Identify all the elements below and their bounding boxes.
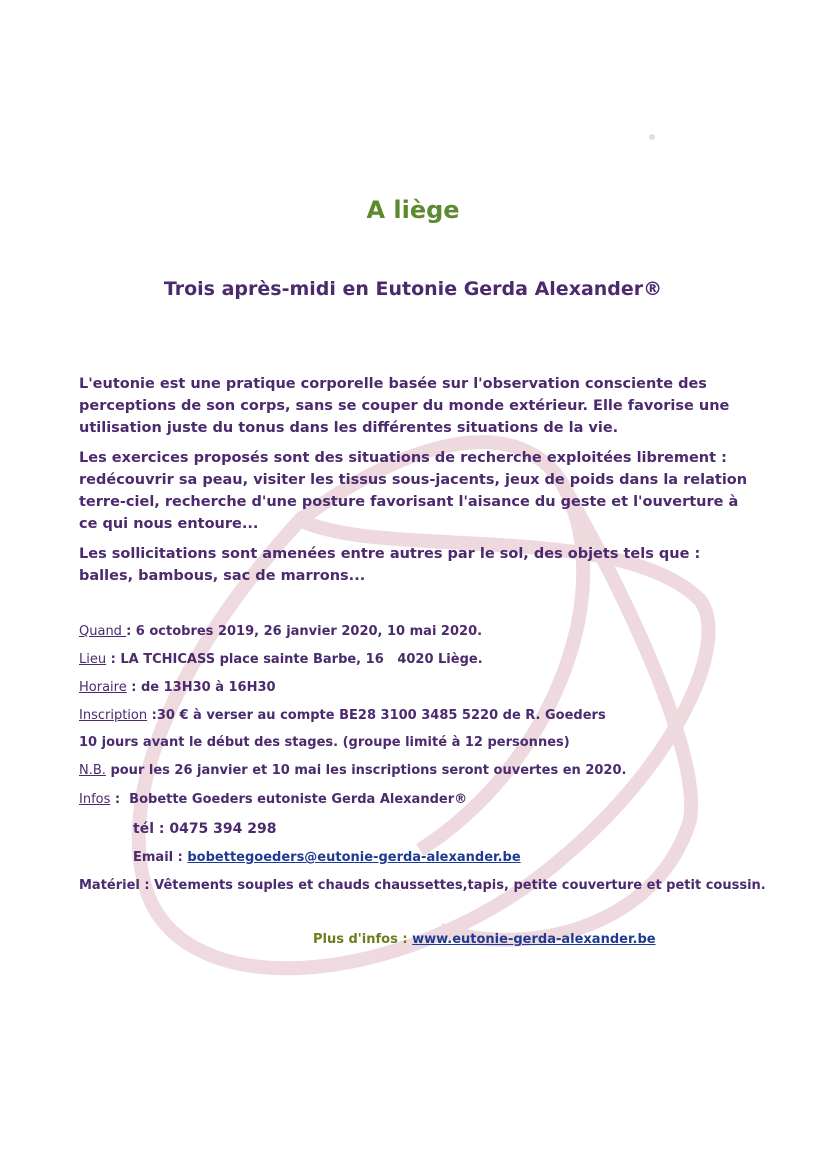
more-info [313, 932, 656, 947]
intro-paragraph-2: Les exercices proposés sont des situations de recherche exploitées librement : redécouvrir sa peau, visiter les tissus sous-jacents, jeux de poids dans la relation terre-ciel, recherche d'une posture favorisant l'aisance du geste et l'ouverture à ce qui nous entoure... [79, 450, 748, 532]
nb-label: N.B. [79, 763, 106, 778]
details-inscription [79, 707, 779, 725]
materiel-value: Matériel : Vêtements souples et chauds chaussettes,tapis, petite couverture et petit coussin. [79, 878, 766, 893]
details-quand [79, 623, 779, 641]
infos-value: : Bobette Goeders eutoniste Gerda Alexander® [110, 792, 468, 807]
website-link[interactable]: www.eutonie-gerda-alexander.be [412, 932, 656, 947]
inscription-note: 10 jours avant le début des stages. (groupe limité à 12 personnes) [79, 735, 570, 750]
nb-value: pour les 26 janvier et 10 mai les inscriptions seront ouvertes en 2020. [105, 763, 627, 778]
infos-label: Infos [79, 792, 111, 807]
details-email [79, 849, 779, 867]
details-inscription-note [79, 734, 779, 752]
email-label: Email : [133, 850, 188, 865]
horaire-value: : de 13H30 à 16H30 [126, 680, 276, 695]
quand-value: : 6 octobres 2019, 26 janvier 2020, 10 mai 2020. [126, 624, 483, 639]
details-infos [79, 791, 779, 809]
details-horaire [79, 679, 779, 697]
horaire-label: Horaire [79, 680, 127, 695]
inscription-label: Inscription [79, 708, 148, 723]
page-subtitle: Trois après-midi en Eutonie Gerda Alexander® [163, 278, 663, 300]
page-title: A liège [366, 196, 460, 224]
details-lieu [79, 651, 779, 669]
intro-text [79, 373, 749, 595]
intro-paragraph-3: Les sollicitations sont amenées entre autres par le sol, des objets tels que : balles, bambous, sac de marrons... [79, 546, 701, 584]
details-materiel [79, 877, 779, 895]
dot-mark [649, 134, 655, 140]
intro-paragraph-1: L'eutonie est une pratique corporelle basée sur l'observation consciente des perceptions de son corps, sans se couper du monde extérieur. Elle favorise une utilisation juste du tonus dans les différentes situations de la vie. [79, 376, 730, 436]
lieu-value: : LA TCHICASS place sainte Barbe, 16 4020 Liège. [106, 652, 483, 667]
tel-value: tél : 0475 394 298 [133, 821, 277, 837]
lieu-label: Lieu [79, 652, 107, 667]
details-nb [79, 762, 779, 780]
quand-label: Quand [79, 624, 127, 639]
inscription-value: :30 € à verser au compte BE28 3100 3485 5220 de R. Goeders [147, 708, 606, 723]
more-info-label: Plus d'infos : [313, 932, 413, 947]
email-link[interactable]: bobettegoeders@eutonie-gerda-alexander.be [187, 850, 521, 865]
details-tel [79, 820, 779, 839]
